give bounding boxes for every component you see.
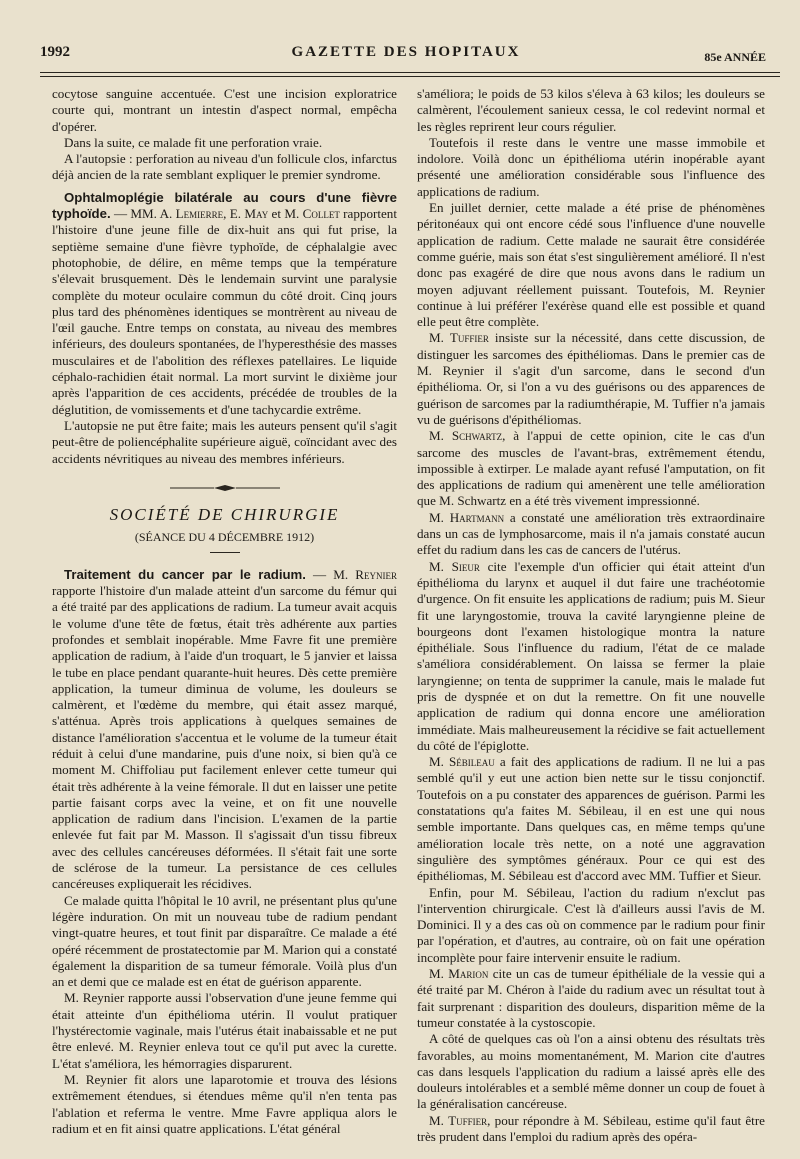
divider xyxy=(210,552,240,553)
article-radium: Traitement du cancer par le radium. — M. Reynier rapporte l'histoire d'un malade atteint d'un sarcome du fémur qui a été traité par des applications de radium. La tumeur avait acquis le volume d'une tête de fœtus, était très adhérente aux parties profondes et semblait inopérable. Mme Favre fit une première application de radium, à l'aide d'un troquart, le 5 janvier et laissa le tube en place pendant quarante-huit heures. Dès cette première application, la tumeur diminua de volume, les douleurs se calmèrent, et l'œdème du membre, qui était assez marqué, s'atténua. Après trois applications à quelques semaines de distance l'amélioration s'accentua et le volume de la tumeur était réduit à celui d'une mandarine, puis d'une noix, si bien qu'à ce moment M. Chiffoliau put facilement enlever cette tumeur qui était très adhérente à la veine fémorale. Il dut en laisser une petite partie faisant corps avec la veine, et on fit une nouvelle application de radium dans l'incision. L'examen de la partie enlevée fut fait par M. Masson. Il s'agissait d'un tissu fibreux avec des cellules cancéreuses déformées. Il s'était fait une sorte de sclérose de la tumeur. La persistance de ces cellules cancéreuses expliquerait les récidives. xyxy=(52,566,397,892)
paragraph: En juillet dernier, cette malade a été prise de phénomènes péritonéaux qui ont encore cédé sous l'influence d'une nouvelle application de radium. Cette malade ne saurait être considérée comme guérie, mais son état s'est singulièrement amélioré. Il n'est donc pas exagéré de dire que nous avons dans le radium un moyen adjuvant réellement puissant. Toutefois, M. Reynier continue à lui préférer l'exérèse quand elle est possible et quand elle peut être complète. xyxy=(417,200,765,330)
paragraph: A l'autopsie : perforation au niveau d'un follicule clos, infarctus déjà ancien de la rate semblant expliquer le premier syndrome. xyxy=(52,151,397,183)
paragraph: Toutefois il reste dans le ventre une masse immobile et indolore. Voilà donc un épithélioma utérin inopérable ayant présenté une amélioration considérable sous l'influence des applications de radium. xyxy=(417,134,765,199)
author-name: Schwartz xyxy=(451,428,503,444)
author-name: Collet xyxy=(302,206,340,222)
section-ornament xyxy=(52,479,397,495)
paragraph: cocytose sanguine accentuée. C'est une incision exploratrice courte qui, montrant un intestin d'aspect normal, empêcha d'opérer. xyxy=(52,86,397,134)
author-name: Sieur xyxy=(451,558,480,574)
paragraph: M. Sébileau a fait des applications de radium. Il ne lui a pas semblé qu'il y eut une action bien nette sur le tissu conjonctif. Toutefois on a pu constater des apparences de guérison. Parmi les constatations qu'a faites M. Sébileau, il en est une qui nous semble importante. Dans quelques cas, en même temps qu'une amélioration locale très nette, on a noté une aggravation singulière des symptômes généraux. Pour ce qui est des épithéliomas, M. Sébileau est d'accord avec MM. Tuffier et Sieur. xyxy=(417,754,765,884)
paragraph: M. Schwartz, à l'appui de cette opinion, cite le cas d'un sarcome des muscles de l'avant-bras, extrêmement étendu, impossible à extirper. Le malade ayant refusé l'amputation, on fit des applications de radium qui amenèrent une telle amélioration que M. Schwartz en a été très vivement impressionné. xyxy=(417,428,765,509)
page-header xyxy=(40,44,772,74)
paragraph: M. Hartmann a constaté une amélioration très extraordinaire dans un cas de lymphosarcome, mais il n'a jamais constaté aucun effet du radium dans les cas de cancers de l'utérus. xyxy=(417,509,765,558)
paragraph: Dans la suite, ce malade fit une perforation vraie. xyxy=(64,134,323,150)
right-column xyxy=(417,86,765,1145)
journal-title: GAZETTE DES HOPITAUX xyxy=(291,44,521,60)
paragraph: M. Tuffier insiste sur la nécessité, dans cette discussion, de distinguer les sarcomes des épithéliomas. Dans le premier cas de M. Reynier il s'agit d'un sarcome, dans le second d'un épithélioma. Or, si l'on a vu des guérisons ou des apparences de guérison de sarcomes par la radiumthérapie, M. Tuffier n'a jamais vu de guérisons d'épithéliomas. xyxy=(417,330,765,427)
article-heading: Traitement du cancer par le radium. xyxy=(64,566,306,582)
author-name: Tuffier xyxy=(448,1112,488,1128)
header-rule-thin xyxy=(40,76,780,77)
author-name: Sébileau xyxy=(449,754,495,770)
paragraph: Ce malade quitta l'hôpital le 10 avril, ne présentant plus qu'une légère induration. On mit un nouveau tube de radium pendant vingt-quatre heures, et tout finit par disparaître. Ce malade a été opéré récemment de prostatectomie par M. Marion qui a constaté également la disparition de sa tumeur fémorale. Voilà plus d'un an et demi que ce malade est en état de guérison apparente. xyxy=(52,892,397,990)
volume-year: 85e ANNÉE xyxy=(704,50,766,64)
section-subtitle: (SÉANCE DU 4 DÉCEMBRE 1912) xyxy=(134,530,315,545)
author-name: Marion xyxy=(448,966,489,982)
left-column xyxy=(52,86,397,1137)
author-name: Tuffier xyxy=(449,330,489,346)
paragraph: A côté de quelques cas où l'on a ainsi obtenu des résultats très favorables, au moins momentanément, M. Marion cite d'autres cas dans lesquels l'application du radium a laissé après elle des douleurs intolérables et a semblé même donner un coup de fouet à la généralisation cancéreuse. xyxy=(417,1031,765,1112)
paragraph: Enfin, pour M. Sébileau, l'action du radium n'exclut pas l'intervention chirurgicale. C'est là d'ailleurs aussi l'avis de M. Dominici. Il y a des cas où on commence par le radium pour finir par l'opération, et d'autres, au contraire, où on fait une opération incomplète pour faire intervenir ensuite le radium. xyxy=(417,884,765,965)
author-name: Lemierre xyxy=(175,206,224,222)
paragraph: M. Sieur cite l'exemple d'un officier qui était atteint d'un épithélioma du larynx et auquel il dut faire une trachéotomie d'urgence. On fit ensuite les applications de radium; puis M. Sieur fit une laryngostomie, trouva la cavité laryngienne pleine de bourgeons dont l'examen histologique montra la nature épithéliale. Sous l'influence du radium, l'état de ce malade s'améliora considérablement. On laissa se fermer la plaie laryngienne; on tenta de supprimer la canule, mais le malade fut pris de dyspnée et on dut la remettre. On fit une nouvelle application de radium qui donna encore une amélioration immédiate. Mais malheureusement la récidive se fait actuellement du côté de l'épiglotte. xyxy=(417,558,765,753)
author-name: Reynier xyxy=(355,566,397,582)
section-title: SOCIÉTÉ DE CHIRURGIE xyxy=(109,505,340,525)
paragraph: M. Tuffier, pour répondre à M. Sébileau, estime qu'il faut être très prudent dans l'emploi du radium après des opéra- xyxy=(417,1112,765,1144)
paragraph: s'améliora; le poids de 53 kilos s'éleva à 63 kilos; les douleurs se calmèrent, l'écoulement sanieux cessa, le col redevint normal et les règles reprirent leur cours régulier. xyxy=(417,86,765,134)
paragraph: M. Reynier rapporte aussi l'observation d'une jeune femme qui était atteinte d'un épithélioma utérin. Il voulut pratiquer l'hystérectomie vaginale, mais l'utérus était inabaissable et ne put être enlevé. M. Reynier enleva tout ce qu'il put avec la curette. L'état s'améliora, les hémorragies disparurent. xyxy=(52,990,397,1071)
header-rule xyxy=(40,72,780,73)
article-heading: Ophtalmoplégie bilatérale au cours d'une fièvre typhoïde. xyxy=(52,189,397,222)
paragraph: M. Reynier fit alors une laparotomie et trouva des lésions extrêmement étendues, si étendues même qu'il n'en tenta pas l'ablation et referma le ventre. Mme Favre appliqua alors le radium et en fit ainsi quatre applications. L'état général xyxy=(52,1071,397,1136)
paragraph: L'autopsie ne put être faite; mais les auteurs pensent qu'il s'agit peut-être de poliencéphalite supérieure aiguë, coïncidant avec des accidents névritiques au niveau des membres inférieurs. xyxy=(52,417,397,466)
author-name: May xyxy=(244,206,269,222)
author-name: Hartmann xyxy=(449,509,505,525)
article-ophtalmoplegie: Ophtalmoplégie bilatérale au cours d'une fièvre typhoïde. — MM. A. Lemierre, E. May et M. Collet rapportent l'histoire d'une jeune fille de dix-huit ans qui fut prise, la septième semaine d'une fièvre typhoïde, de céphalalgie avec photophobie, de délire, en même temps que la température s'élevait brusquement. Dès le lendemain survint une paralysie complète du moteur oculaire commun du côté droit. Cinq jours plus tard des phénomènes identiques se montrèrent au niveau de l'œil gauche. Entre temps on constata, au niveau des membres inférieurs, des douleurs spontanées, de l'hyperesthésie des masses musculaires et de l'abolition des réflexes patellaires. Le liquide céphalo-rachidien était normal. La mort survint le dixième jour après l'apparition de ces accidents, précédée de troubles de la déglutition, de vomissements et d'une tachycardie extrême. xyxy=(52,189,397,417)
paragraph: M. Marion cite un cas de tumeur épithéliale de la vessie qui a été traité par M. Chéron à l'aide du radium avec un résultat tout à fait surprenant : disparition des douleurs, disparition même de la tumeur constatée à la cystoscopie. xyxy=(417,966,765,1030)
page-number: 1992 xyxy=(40,44,70,60)
